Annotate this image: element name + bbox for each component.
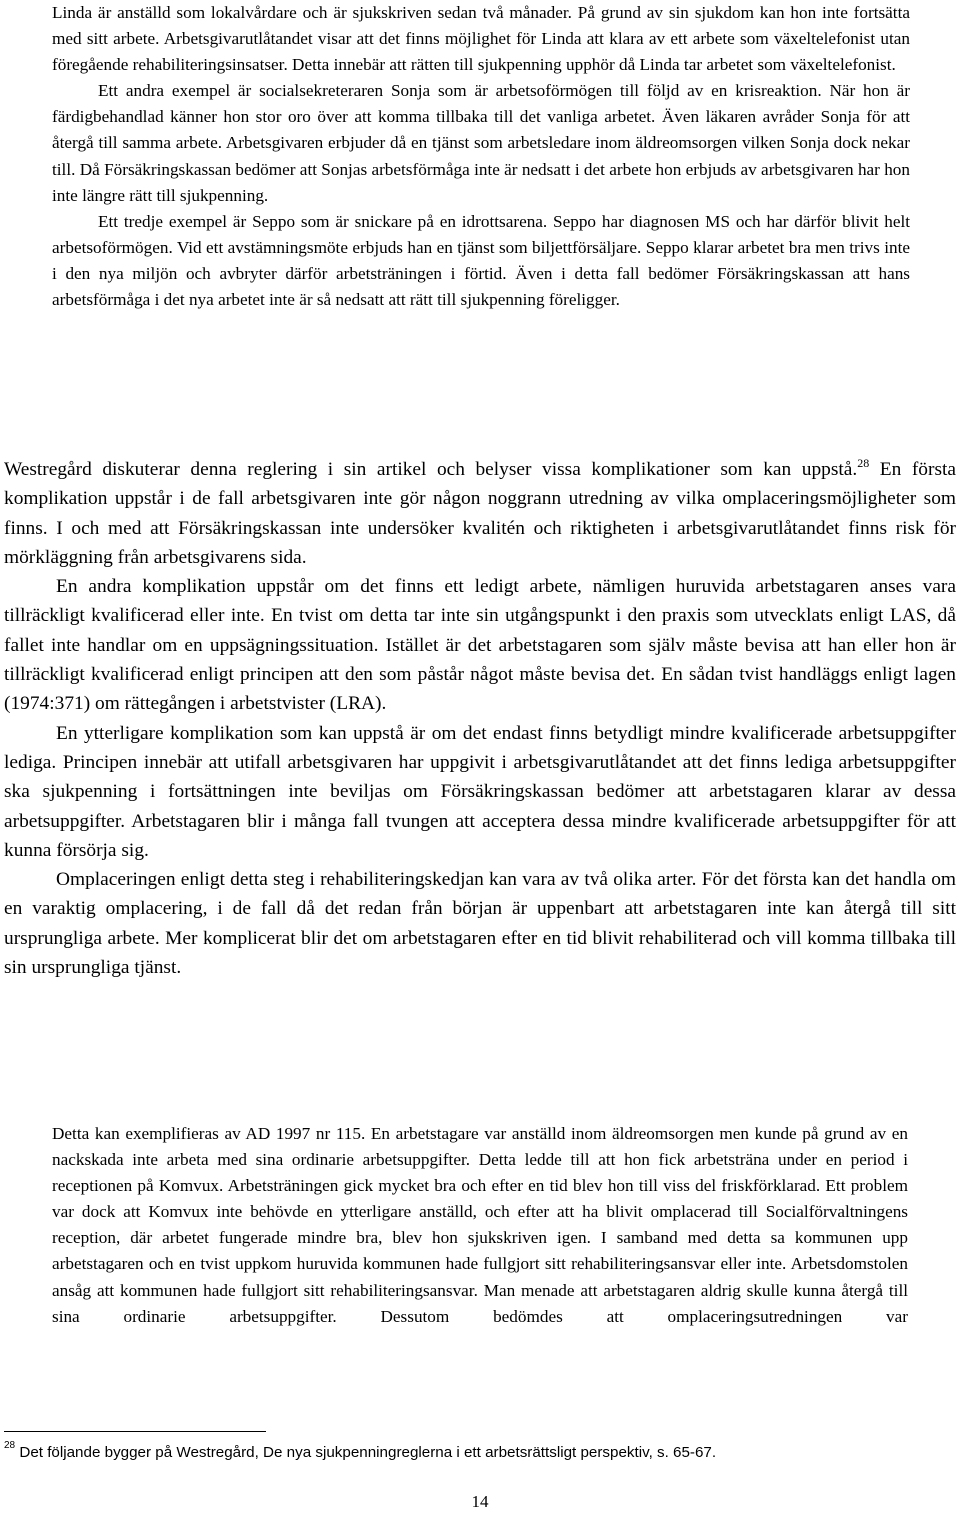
footnote-text: Det följande bygger på Westregård, De nya sjukpenningreglerna i ett arbetsrättsligt perspektiv, s. 65-67. (15, 1444, 717, 1461)
block-quote-top (52, 0, 910, 313)
body-paragraph (4, 455, 956, 572)
body-paragraph: Omplaceringen enligt detta steg i rehabiliteringskedjan kan vara av två olika arter. För det första kan det handla om en varaktig omplacering, i de fall då det redan från början är uppenbart att arbetstagaren inte kan återgå till sitt ursprungliga arbete. Mer komplicerat blir det om arbetstagaren efter en tid blivit rehabiliterad och vill komma tillbaka till sin ursprungliga tjänst. (4, 869, 956, 979)
body-text: En första komplikation uppstår i de fall arbetsgivaren inte gör någon noggrann utredning av vilka omplaceringsmöjligheter som finns. I och med att Försäkringskassan inte undersöker kvalitén och riktigheten i arbetsgivarutlåtandet finns risk för mörkläggning från arbetsgivarens sida. (4, 459, 957, 568)
body-paragraph: En ytterligare komplikation som kan uppstå är om det endast finns betydligt mindre kvalificerade arbetsuppgifter lediga. Principen innebär att utifall arbetsgivaren har uppgivit i arbetsgivarutlåtandet att det finns lediga arbetsuppgifter ska sjukpenning i fortsättningen inte beviljas om Försäkringskassan bedömer att arbetstagaren klarar av dessa arbetsuppgifter. Arbetstagaren blir i många fall tvungen att acceptera dessa mindre kvalificerade arbetsuppgifter för att kunna försörja sig. (4, 722, 956, 861)
body-text: Westregård diskuterar denna reglering i sin artikel och belyser vissa komplikationer som kan uppstå. (4, 459, 858, 480)
footnote (4, 1439, 944, 1463)
page-number: 14 (471, 1492, 489, 1511)
block-quote-bottom (52, 1121, 908, 1330)
quote-paragraph: Linda är anställd som lokalvårdare och är sjukskriven sedan två månader. På grund av sin sjukdom kan hon inte fortsätta med sitt arbete. Arbetsgivarutlåtandet visar att det finns möjlighet för Linda att klara av ett arbete som växeltelefonist utan föregående rehabiliteringsinsatser. Detta innebär att rätten till sjukpenning upphör då Linda tar arbetet som växeltelefonist. (52, 3, 910, 75)
footnote-number: 28 (4, 1439, 16, 1451)
quote-paragraph: Ett andra exempel är socialsekreteraren Sonja som är arbetsoförmögen till följd av en krisreaktion. När hon är färdigbehandlad känner hon stor oro över att komma tillbaka till det vanliga arbetet. Även läkaren avråder Sonja för att återgå till samma arbete. Arbetsgivaren erbjuder då en tjänst som arbetsledare inom äldreomsorgen vilken Sonja dock nekar till. Då Försäkringskassan bedömer att Sonjas arbetsförmåga inte är nedsatt i det arbete hon erbjuds av arbetsgivaren har hon inte längre rätt till sjukpenning. (52, 81, 910, 205)
quote-paragraph: Detta kan exemplifieras av AD 1997 nr 115. En arbetstagare var anställd inom äldreomsorgen men kunde på grund av en nackskada inte arbeta med sina ordinarie arbetsuppgifter. Detta ledde till att hon fick arbetsträna under en period i receptionen på Komvux. Arbetsträningen gick mycket bra och efter en tid blev hon till viss del friskförklarad. Ett problem var dock att Komvux inte behövde en ytterligare anställd, och efter att ha blivit omplacerad till Socialförvaltningens reception, där arbetet fungerade mindre bra, blev hon sjukskriven igen. I samband med detta sa kommunen upp arbetstagaren och en tvist uppkom huruvida kommunen hade fullgjort sitt rehabiliteringsansvar eller inte. Arbetsdomstolen ansåg att kommunen hade fullgjort sitt rehabiliteringsansvar. Man menade att arbetstagaren aldrig skulle kunna återgå till sina ordinarie arbetsuppgifter. Dessutom bedömdes att omplaceringsutredningen var (52, 1124, 908, 1326)
main-text (4, 455, 956, 982)
body-paragraph: En andra komplikation uppstår om det finns ett ledigt arbete, nämligen huruvida arbetstagaren anses vara tillräckligt kvalificerad eller inte. En tvist om detta tar inte sin utgångspunkt i den praxis som utvecklats enligt LAS, då fallet inte handlar om en uppsägningssituation. Istället är det arbetstagaren som själv måste bevisa att han eller hon är tillräckligt kvalificerad enligt principen att den som påstår något måste bevisa det. En sådan tvist handläggs enligt lagen (1974:371) om rättegången i arbetstvister (LRA). (4, 576, 956, 715)
footnote-reference[interactable]: 28 (857, 455, 870, 470)
footnote-divider (4, 1431, 266, 1432)
quote-paragraph: Ett tredje exempel är Seppo som är snickare på en idrottsarena. Seppo har diagnosen MS och har därför blivit helt arbetsoförmögen. Vid ett avstämningsmöte erbjuds han en tjänst som biljettförsäljare. Seppo klarar arbetet bra men trivs inte i den nya miljön och avbryter därför arbetsträningen i förtid. Även i detta fall bedömer Försäkringskassan att hans arbetsförmåga i det nya arbetet inte är så nedsatt att rätt till sjukpenning föreligger. (52, 211, 910, 310)
